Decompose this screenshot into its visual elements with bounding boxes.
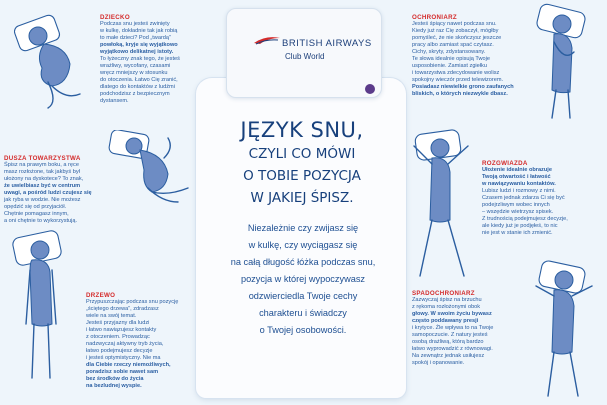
main-line: w kulkę, czy wyciągasz się [248,240,358,250]
sleeper-dusza-figure [108,130,198,210]
title-line-1: JĘZYK SNU, [240,118,364,142]
brand-logo-text: BRITISH AIRWAYS [282,38,372,49]
section-line: łatwo podejmujesz decyzje [86,348,153,354]
section-line: Śpisz na prawym boku, a ręce [4,162,79,168]
speedmarque-icon [252,34,282,46]
main-line: pozycja w której wypoczywasz [240,274,366,284]
section-line: wiele na swój temat. [86,313,137,319]
section-spadochroniarz [412,290,528,367]
section-line: do otoczenia. Łatwo Cię zranić, [100,77,178,83]
main-line: odzwierciedla Twoje cechy [248,291,358,301]
sleeper-dziecko-figure [8,2,98,122]
brand-sub-text: Club World [285,52,325,61]
section-dusza [4,155,104,225]
main-paragraph [214,220,392,339]
section-line: z otoczeniem. Prowadząc [86,334,150,340]
section-rozgwiazda [482,160,604,237]
section-line: Kiedy już raz Cię zobaczył, mógłby [412,28,499,34]
section-line: to małe dzieci? Pod „twardą” [100,35,171,41]
section-line: pomyśleć, że nie skończysz jeszcze [412,35,502,41]
section-line: powłoką, kryje się wyjątkowo [100,42,178,48]
section-line: usposobienie. Zamiast zgiełku [412,63,487,69]
section-line: Na zewnątrz jednak usiłujesz [412,353,485,359]
section-heading: ROZGWIAZDA [482,160,528,167]
section-line: nadzwyczaj aktywny tryb życia, [86,341,164,347]
section-line: Jesteś przyjazny dla ludzi [86,320,150,326]
sleeper-spadochroniarz-figure [526,256,606,404]
section-line: Jesteś śpiący nawet podczas snu. [412,21,497,27]
main-line: o Twojej osobowości. [259,325,347,335]
section-line: że uwielbiasz być w centrum [4,183,81,189]
section-line: podchodzisz z bezpiecznym [100,91,170,97]
section-line: ale kiedy już je podjęłeś, to nic [482,223,558,229]
section-line: Te słowa idealnie opisują Twoje [412,56,490,62]
section-line: opędzić się od przyjaciół. [4,204,67,210]
section-line: często poddawany presji [412,318,479,324]
section-heading: DZIECKO [100,14,130,21]
section-line: Zazwyczaj śpisz na brzuchu [412,297,482,303]
section-line: i jesteś optymistyczny. Nie ma [86,355,161,361]
section-line: ułożony na dyskotece? To znak, [4,176,84,182]
title-line-2: CZYLI CO MÓWI [248,146,356,162]
section-line: nie jest w stanie ich zmienić. [482,230,553,236]
section-line: To łyżeczny znak tego, że jesteś [100,56,180,62]
section-line: Posiadasz niewielkie grono zaufanych [412,84,514,90]
logo-seal-icon [365,84,375,94]
main-line: na całą długość łóżka podczas snu, [230,257,376,267]
main-line: charakteru i świadczy [259,308,347,318]
section-line: bez środków do życia [86,376,144,382]
section-line: Lubisz ludzi i rozmowy z nimi. [482,188,556,194]
title-line-3: O TOBIE POZYCJA [243,168,361,184]
section-line: – wszędzie wietrzysz spisek. [482,209,554,215]
section-line: i towarzystwa zdecydowanie wolisz [412,70,500,76]
section-line: podejrzliwym wobec innych [482,202,550,208]
section-line: uwagi, a pośród ludzi czujesz się [4,190,92,196]
section-line: dlatego do kontaktów z ludźmi [100,84,175,90]
section-line: spokojny wieczór przed telewizorem. [412,77,504,83]
section-heading: DUSZA TOWARZYSTWA [4,155,81,162]
section-line: Ułożenie idealnie obrazuje [482,167,552,173]
section-line: Podczas snu jesteś zwinięty [100,21,170,27]
section-line: a oni chętnie to wykorzystują. [4,218,78,224]
section-line: poradzisz sobie nawet sam [86,369,159,375]
title-line-4: W JAKIEJ ŚPISZ. [250,190,354,206]
section-line: bliskich, o których niezwykle dbasz. [412,91,508,97]
section-line: głowy. W swoim życiu bywasz [412,311,492,317]
section-line: Cichy, skryty, zdystansowany. [412,49,486,55]
main-line: Niezależnie czy zwijasz się [247,223,359,233]
section-line: pracy albo zamiast spać czytasz. [412,42,494,48]
section-line: Przypuszczając podczas snu pozycję [86,299,179,305]
sleeper-ochroniarz-figure [530,2,606,122]
section-line: w kulkę, dokładnie tak jak robią [100,28,178,34]
section-line: jak ryba w wodzie. Nie możesz [4,197,81,203]
section-line: dystansem. [100,98,129,104]
section-line: Twoją otwartość i łatwość [482,174,551,180]
section-line: „ściętego drzewa”, zdradzasz [86,306,159,312]
section-ochroniarz [412,14,530,98]
section-line: masz rozłożone, tak jakbyś był [4,169,80,175]
section-line: Z trudnością podejmujesz decyzje, [482,216,568,222]
section-line: w nawiązywaniu kontaktów. [482,181,556,187]
section-line: samopoczucie. Z natury jesteś [412,332,488,338]
section-line: dla Ciebie rzeczy niemożliwych, [86,362,171,368]
section-heading: OCHRONIARZ [412,14,457,21]
section-line: spokój i opanowanie. [412,360,465,366]
section-line: wręcz mniejszy w stosunku [100,70,168,76]
sleeper-rozgwiazda-figure [406,128,484,288]
section-line: osobą drażliwą, którą bardzo [412,339,484,345]
section-dziecko [100,14,196,105]
section-line: i krytyce. Źle wpływa to na Twoje [412,325,494,331]
section-drzewo [86,292,198,390]
section-line: Czasem jednak zdarza Ci się być [482,195,565,201]
section-line: wrażliwy, wycofany, czasami [100,63,171,69]
section-line: łatwo wyprowadzić z równowagi. [412,346,493,352]
section-line: i łatwo nawiązujesz kontakty [86,327,157,333]
section-line: na bezludnej wyspie. [86,383,142,389]
section-heading: DRZEWO [86,292,116,299]
section-line: z rękoma rozłożonymi obok [412,304,481,310]
section-line: wyjątkowo delikatnej istoty. [100,49,174,55]
section-heading: SPADOCHRONIARZ [412,290,475,297]
section-line: Chętnie pomagasz innym, [4,211,69,217]
sleeper-drzewo-figure [10,228,88,398]
